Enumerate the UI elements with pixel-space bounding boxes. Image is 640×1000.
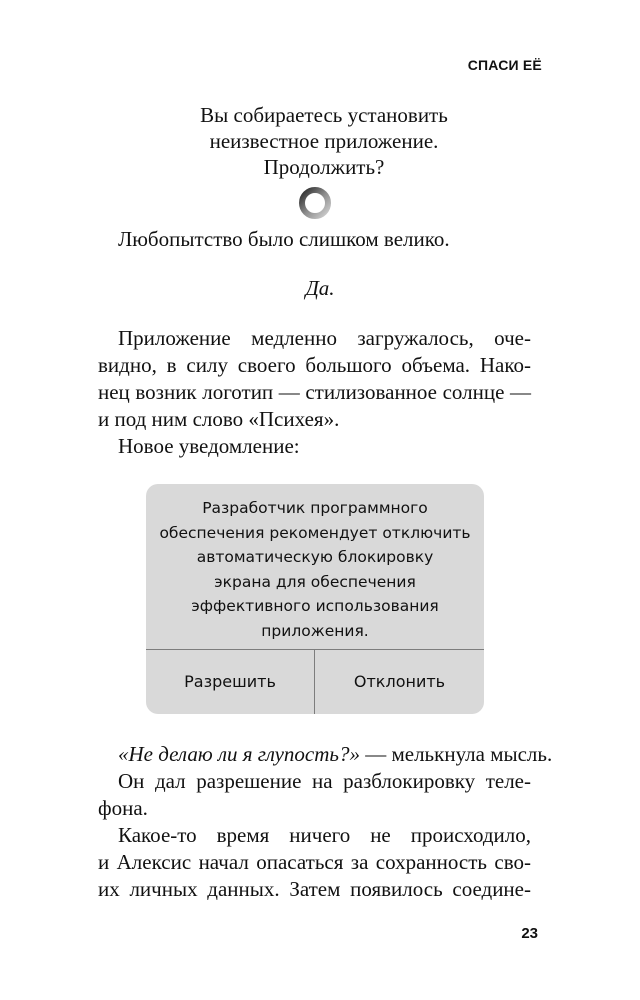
paragraph-line: Приложение медленно загружалось, оче-	[118, 326, 531, 350]
thought-line	[118, 741, 553, 767]
dialog-message-line: экрана для обеспечения	[214, 572, 416, 591]
paragraph-line: и Алексис начал опасаться за сохранность сво-	[98, 850, 531, 874]
curiosity-line: Любопытство было слишком велико.	[118, 227, 450, 251]
running-head: СПАСИ ЕЁ	[467, 57, 542, 73]
dialog-message-line: приложения.	[261, 621, 369, 640]
paragraph-line: их личных данных. Затем появилось соедине-	[98, 877, 531, 901]
paragraph-line: фона.	[98, 796, 148, 820]
allow-button[interactable]: Разрешить	[184, 672, 276, 691]
paragraph-line: нец возник логотип — стилизованное солнце —	[98, 380, 531, 404]
paragraph-line: Какое-то время ничего не происходило,	[118, 823, 531, 847]
dialog-message-line: автоматическую блокировку	[196, 548, 434, 566]
answer-line: Да.	[305, 276, 335, 300]
prompt-line: Продолжить?	[263, 155, 385, 179]
paragraph-line: и под ним слово «Психея».	[98, 407, 340, 431]
notice-intro-line: Новое уведомление:	[118, 434, 300, 458]
dialog-message-line: эффективного использования	[191, 597, 439, 615]
install-prompt	[0, 102, 640, 180]
permission-dialog	[146, 484, 484, 714]
loading-spinner-icon	[298, 186, 332, 220]
page-number: 23	[521, 925, 538, 942]
dialog-message-line: Разработчик программного	[202, 499, 428, 517]
dialog-message-line: обеспечения рекомендует отключить	[159, 523, 471, 542]
deny-button[interactable]: Отклонить	[353, 672, 446, 691]
paragraph-line: видно, в силу своего большого объема. Нако-	[98, 353, 531, 377]
dialog-message	[146, 496, 484, 643]
thought-quote: «Не делаю ли я глупость?»	[118, 742, 360, 766]
prompt-line: неизвестное приложение.	[209, 129, 439, 153]
thought-rest: — мелькнула мысль.	[359, 742, 553, 766]
paragraph-line: Он дал разрешение на разблокировку теле-	[118, 769, 531, 793]
prompt-line: Вы собираетесь установить	[200, 103, 448, 127]
